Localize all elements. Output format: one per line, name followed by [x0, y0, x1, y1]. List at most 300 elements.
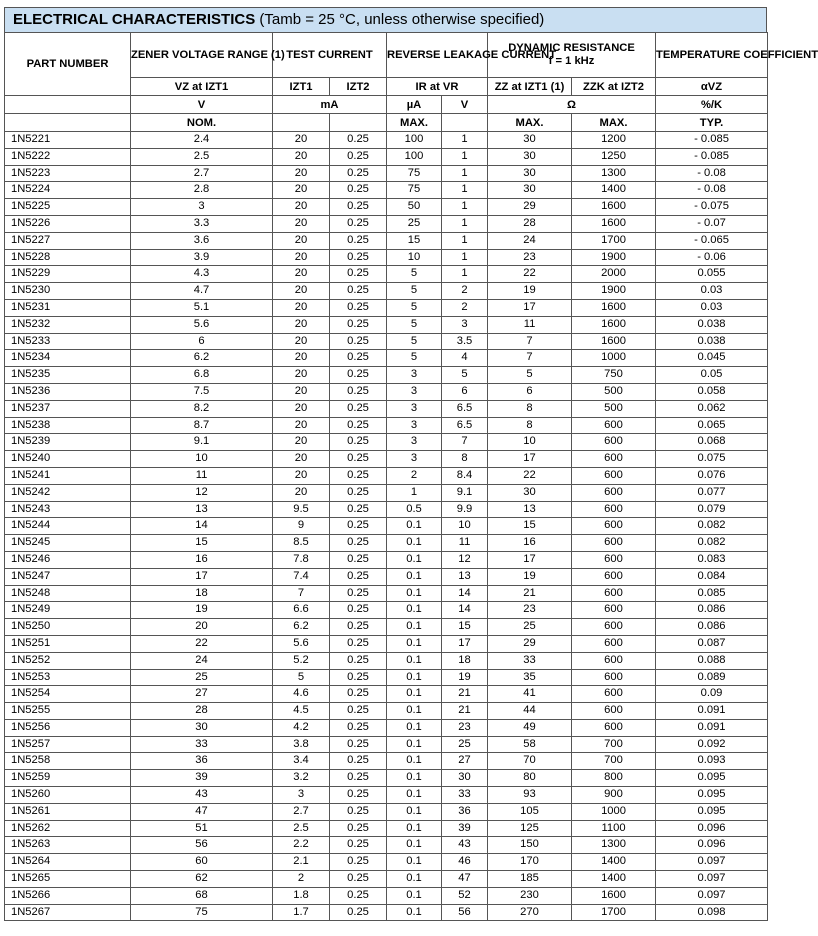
- cell-zz: 125: [488, 820, 572, 837]
- cell-ir: 75: [387, 182, 442, 199]
- table-row: [5, 316, 768, 333]
- cell-zener-voltage: 14: [131, 518, 273, 535]
- cell-izt2: 0.25: [330, 232, 387, 249]
- cell-vr: 30: [442, 770, 488, 787]
- cell-part-number: 1N5222: [5, 148, 131, 165]
- cell-zz: 58: [488, 736, 572, 753]
- cell-part-number: 1N5233: [5, 333, 131, 350]
- cell-ir: 25: [387, 215, 442, 232]
- cell-izt2: 0.25: [330, 837, 387, 854]
- cell-izt1: 20: [273, 148, 330, 165]
- cell-ir: 3: [387, 400, 442, 417]
- cell-zzk: 1100: [572, 820, 656, 837]
- cell-izt2: 0.25: [330, 854, 387, 871]
- cell-part-number: 1N5234: [5, 350, 131, 367]
- cell-temp-coeff: 0.068: [656, 434, 768, 451]
- cell-izt1: 2.7: [273, 803, 330, 820]
- cell-zzk: 2000: [572, 266, 656, 283]
- cell-vr: 3.5: [442, 333, 488, 350]
- cell-ir: 100: [387, 132, 442, 149]
- cell-zz: 33: [488, 652, 572, 669]
- table-row: [5, 669, 768, 686]
- electrical-characteristics-table-block: [4, 7, 818, 921]
- cell-izt1: 2.5: [273, 820, 330, 837]
- cell-ir: 100: [387, 148, 442, 165]
- cell-zz: 19: [488, 283, 572, 300]
- cell-part-number: 1N5260: [5, 787, 131, 804]
- cell-zz: 8: [488, 400, 572, 417]
- cell-vr: 33: [442, 787, 488, 804]
- cell-izt1: 7.8: [273, 551, 330, 568]
- cell-zz: 44: [488, 703, 572, 720]
- cell-izt1: 1.8: [273, 887, 330, 904]
- cell-zz: 5: [488, 367, 572, 384]
- cell-part-number: 1N5228: [5, 249, 131, 266]
- table-row: [5, 434, 768, 451]
- cell-izt2: 0.25: [330, 904, 387, 921]
- cell-temp-coeff: 0.097: [656, 871, 768, 888]
- cell-zener-voltage: 2.7: [131, 165, 273, 182]
- cell-vr: 19: [442, 669, 488, 686]
- cell-temp-coeff: 0.076: [656, 467, 768, 484]
- cell-vr: 1: [442, 215, 488, 232]
- cell-izt1: 5.6: [273, 635, 330, 652]
- cell-zzk: 1600: [572, 316, 656, 333]
- cell-izt1: 20: [273, 451, 330, 468]
- cell-vr: 14: [442, 585, 488, 602]
- header-zzk-at-izt2: ZZK at IZT2: [572, 78, 656, 96]
- header-blank: [5, 96, 131, 114]
- cell-vr: 1: [442, 148, 488, 165]
- table-row: [5, 837, 768, 854]
- cell-part-number: 1N5246: [5, 551, 131, 568]
- cell-part-number: 1N5226: [5, 215, 131, 232]
- table-row: [5, 165, 768, 182]
- cell-zzk: 1200: [572, 132, 656, 149]
- cell-temp-coeff: - 0.065: [656, 232, 768, 249]
- cell-zener-voltage: 36: [131, 753, 273, 770]
- cell-ir: 3: [387, 383, 442, 400]
- cell-zzk: 1000: [572, 803, 656, 820]
- cell-part-number: 1N5245: [5, 535, 131, 552]
- cell-zener-voltage: 19: [131, 602, 273, 619]
- cell-izt2: 0.25: [330, 551, 387, 568]
- cell-zener-voltage: 43: [131, 787, 273, 804]
- cell-ir: 5: [387, 316, 442, 333]
- cell-zz: 21: [488, 585, 572, 602]
- cell-ir: 5: [387, 299, 442, 316]
- cell-zzk: 1400: [572, 871, 656, 888]
- cell-zzk: 1300: [572, 837, 656, 854]
- cell-part-number: 1N5251: [5, 635, 131, 652]
- cell-temp-coeff: 0.098: [656, 904, 768, 921]
- table-row: [5, 215, 768, 232]
- cell-zzk: 600: [572, 652, 656, 669]
- cell-izt1: 3: [273, 787, 330, 804]
- cell-vr: 17: [442, 635, 488, 652]
- cell-izt1: 20: [273, 383, 330, 400]
- cell-temp-coeff: 0.083: [656, 551, 768, 568]
- cell-izt1: 20: [273, 333, 330, 350]
- cell-vr: 2: [442, 283, 488, 300]
- cell-ir: 0.5: [387, 501, 442, 518]
- cell-izt2: 0.25: [330, 585, 387, 602]
- cell-temp-coeff: - 0.06: [656, 249, 768, 266]
- cell-izt2: 0.25: [330, 568, 387, 585]
- unit-milliamp: mA: [273, 96, 387, 114]
- cell-vr: 36: [442, 803, 488, 820]
- table-row: [5, 400, 768, 417]
- cell-izt2: 0.25: [330, 787, 387, 804]
- table-row: [5, 535, 768, 552]
- header-zener-voltage: ZENER VOLTAGE RANGE (1): [131, 33, 273, 78]
- table-row: [5, 703, 768, 720]
- cell-zener-voltage: 47: [131, 803, 273, 820]
- table-body: [5, 132, 768, 921]
- cell-zzk: 600: [572, 451, 656, 468]
- cell-zzk: 600: [572, 686, 656, 703]
- cell-part-number: 1N5254: [5, 686, 131, 703]
- cell-part-number: 1N5252: [5, 652, 131, 669]
- cell-vr: 47: [442, 871, 488, 888]
- cell-zzk: 1000: [572, 350, 656, 367]
- cell-zzk: 1600: [572, 333, 656, 350]
- table-row: [5, 803, 768, 820]
- unit-voltage-reverse: V: [442, 96, 488, 114]
- cell-zzk: 1700: [572, 232, 656, 249]
- cell-zener-voltage: 2.5: [131, 148, 273, 165]
- cell-vr: 15: [442, 619, 488, 636]
- cell-zz: 10: [488, 434, 572, 451]
- cell-ir: 0.1: [387, 770, 442, 787]
- cell-zzk: 1900: [572, 283, 656, 300]
- cell-zzk: 700: [572, 753, 656, 770]
- cell-izt2: 0.25: [330, 299, 387, 316]
- cell-temp-coeff: 0.058: [656, 383, 768, 400]
- cell-temp-coeff: 0.082: [656, 518, 768, 535]
- table-row: [5, 417, 768, 434]
- cell-vr: 2: [442, 299, 488, 316]
- cell-vr: 3: [442, 316, 488, 333]
- cell-izt2: 0.25: [330, 619, 387, 636]
- cell-zener-voltage: 12: [131, 484, 273, 501]
- cell-ir: 75: [387, 165, 442, 182]
- cell-temp-coeff: 0.086: [656, 619, 768, 636]
- header-reverse-leakage: REVERSE LEAKAGE CURRENT: [387, 33, 488, 78]
- cell-temp-coeff: 0.089: [656, 669, 768, 686]
- cell-ir: 0.1: [387, 669, 442, 686]
- cell-zener-voltage: 6.2: [131, 350, 273, 367]
- cell-vr: 9.1: [442, 484, 488, 501]
- cell-zz: 29: [488, 199, 572, 216]
- cell-izt2: 0.25: [330, 132, 387, 149]
- cell-zz: 170: [488, 854, 572, 871]
- cell-izt2: 0.25: [330, 602, 387, 619]
- cell-vr: 21: [442, 686, 488, 703]
- characteristics-table: [4, 32, 818, 921]
- cell-izt1: 20: [273, 232, 330, 249]
- cell-vr: 1: [442, 232, 488, 249]
- header-blank: [442, 114, 488, 132]
- unit-voltage: V: [131, 96, 273, 114]
- table-row: [5, 871, 768, 888]
- cell-zzk: 600: [572, 602, 656, 619]
- cell-izt2: 0.25: [330, 400, 387, 417]
- qualifier-max-leakage: MAX.: [387, 114, 442, 132]
- cell-zzk: 600: [572, 434, 656, 451]
- cell-temp-coeff: 0.082: [656, 535, 768, 552]
- header-dynamic-resistance-freq: f = 1 kHz: [548, 55, 595, 67]
- cell-ir: 0.1: [387, 854, 442, 871]
- table-row: [5, 770, 768, 787]
- table-row: [5, 518, 768, 535]
- cell-izt2: 0.25: [330, 316, 387, 333]
- cell-izt1: 2: [273, 871, 330, 888]
- cell-zz: 23: [488, 249, 572, 266]
- cell-zener-voltage: 13: [131, 501, 273, 518]
- cell-zener-voltage: 2.8: [131, 182, 273, 199]
- unit-ohm: Ω: [488, 96, 656, 114]
- table-row: [5, 753, 768, 770]
- cell-zz: 80: [488, 770, 572, 787]
- table-row: [5, 283, 768, 300]
- cell-zzk: 1600: [572, 887, 656, 904]
- cell-zzk: 600: [572, 669, 656, 686]
- cell-zzk: 1600: [572, 215, 656, 232]
- cell-izt2: 0.25: [330, 686, 387, 703]
- cell-zzk: 600: [572, 501, 656, 518]
- table-row: [5, 148, 768, 165]
- cell-izt1: 20: [273, 417, 330, 434]
- cell-zener-voltage: 60: [131, 854, 273, 871]
- table-row: [5, 484, 768, 501]
- cell-zzk: 600: [572, 467, 656, 484]
- cell-zener-voltage: 8.2: [131, 400, 273, 417]
- cell-temp-coeff: 0.079: [656, 501, 768, 518]
- table-row: [5, 602, 768, 619]
- cell-vr: 39: [442, 820, 488, 837]
- cell-izt1: 7: [273, 585, 330, 602]
- cell-izt2: 0.25: [330, 770, 387, 787]
- cell-zener-voltage: 3: [131, 199, 273, 216]
- cell-ir: 0.1: [387, 619, 442, 636]
- cell-vr: 5: [442, 367, 488, 384]
- cell-zz: 6: [488, 383, 572, 400]
- cell-zzk: 1400: [572, 182, 656, 199]
- cell-ir: 0.1: [387, 686, 442, 703]
- cell-izt2: 0.25: [330, 635, 387, 652]
- cell-izt1: 4.6: [273, 686, 330, 703]
- cell-ir: 0.1: [387, 703, 442, 720]
- cell-zz: 7: [488, 350, 572, 367]
- qualifier-max-zzk: MAX.: [572, 114, 656, 132]
- table-row: [5, 299, 768, 316]
- table-row: [5, 854, 768, 871]
- cell-ir: 5: [387, 333, 442, 350]
- qualifier-nom: NOM.: [131, 114, 273, 132]
- cell-vr: 8: [442, 451, 488, 468]
- cell-temp-coeff: - 0.085: [656, 148, 768, 165]
- cell-izt1: 20: [273, 367, 330, 384]
- cell-vr: 8.4: [442, 467, 488, 484]
- cell-part-number: 1N5247: [5, 568, 131, 585]
- table-row: [5, 820, 768, 837]
- qualifier-max-zz: MAX.: [488, 114, 572, 132]
- cell-izt2: 0.25: [330, 535, 387, 552]
- cell-izt2: 0.25: [330, 383, 387, 400]
- cell-ir: 5: [387, 266, 442, 283]
- cell-izt2: 0.25: [330, 736, 387, 753]
- cell-zz: 270: [488, 904, 572, 921]
- cell-zener-voltage: 4.7: [131, 283, 273, 300]
- cell-vr: 7: [442, 434, 488, 451]
- cell-zzk: 1700: [572, 904, 656, 921]
- cell-zzk: 600: [572, 619, 656, 636]
- cell-izt2: 0.25: [330, 266, 387, 283]
- cell-izt2: 0.25: [330, 451, 387, 468]
- cell-zzk: 600: [572, 551, 656, 568]
- cell-part-number: 1N5237: [5, 400, 131, 417]
- cell-izt2: 0.25: [330, 518, 387, 535]
- cell-izt1: 20: [273, 400, 330, 417]
- cell-izt2: 0.25: [330, 215, 387, 232]
- cell-temp-coeff: 0.038: [656, 333, 768, 350]
- cell-temp-coeff: - 0.085: [656, 132, 768, 149]
- cell-zzk: 600: [572, 703, 656, 720]
- cell-izt2: 0.25: [330, 703, 387, 720]
- cell-izt1: 4.5: [273, 703, 330, 720]
- cell-temp-coeff: - 0.075: [656, 199, 768, 216]
- cell-zz: 30: [488, 132, 572, 149]
- cell-zz: 17: [488, 299, 572, 316]
- cell-izt2: 0.25: [330, 753, 387, 770]
- cell-temp-coeff: 0.09: [656, 686, 768, 703]
- cell-zz: 24: [488, 232, 572, 249]
- cell-izt1: 6.2: [273, 619, 330, 636]
- cell-izt2: 0.25: [330, 283, 387, 300]
- cell-izt1: 20: [273, 283, 330, 300]
- cell-izt1: 20: [273, 165, 330, 182]
- cell-izt1: 20: [273, 467, 330, 484]
- header-part-number: PART NUMBER: [5, 33, 131, 96]
- cell-part-number: 1N5223: [5, 165, 131, 182]
- cell-vr: 46: [442, 854, 488, 871]
- cell-zener-voltage: 20: [131, 619, 273, 636]
- header-izt2: IZT2: [330, 78, 387, 96]
- cell-ir: 1: [387, 484, 442, 501]
- cell-vr: 14: [442, 602, 488, 619]
- cell-ir: 15: [387, 232, 442, 249]
- cell-temp-coeff: - 0.07: [656, 215, 768, 232]
- cell-vr: 6.5: [442, 417, 488, 434]
- cell-zener-voltage: 51: [131, 820, 273, 837]
- cell-izt2: 0.25: [330, 148, 387, 165]
- cell-vr: 56: [442, 904, 488, 921]
- cell-zener-voltage: 68: [131, 887, 273, 904]
- cell-zzk: 600: [572, 484, 656, 501]
- cell-part-number: 1N5239: [5, 434, 131, 451]
- cell-zener-voltage: 25: [131, 669, 273, 686]
- table-row: [5, 635, 768, 652]
- cell-zzk: 800: [572, 770, 656, 787]
- cell-vr: 6: [442, 383, 488, 400]
- cell-izt2: 0.25: [330, 249, 387, 266]
- table-row: [5, 451, 768, 468]
- table-row: [5, 719, 768, 736]
- cell-vr: 23: [442, 719, 488, 736]
- cell-ir: 0.1: [387, 871, 442, 888]
- cell-part-number: 1N5264: [5, 854, 131, 871]
- cell-zzk: 600: [572, 518, 656, 535]
- cell-izt1: 20: [273, 132, 330, 149]
- cell-izt1: 20: [273, 316, 330, 333]
- cell-izt1: 9.5: [273, 501, 330, 518]
- cell-ir: 2: [387, 467, 442, 484]
- cell-zz: 8: [488, 417, 572, 434]
- cell-temp-coeff: 0.091: [656, 719, 768, 736]
- cell-zz: 23: [488, 602, 572, 619]
- cell-zz: 93: [488, 787, 572, 804]
- header-temp-coefficient: TEMPERATURE COEFFICIENT: [656, 33, 768, 78]
- cell-izt2: 0.25: [330, 165, 387, 182]
- cell-izt1: 20: [273, 299, 330, 316]
- cell-zener-voltage: 75: [131, 904, 273, 921]
- table-title-main: ELECTRICAL CHARACTERISTICS: [13, 11, 256, 28]
- cell-zz: 30: [488, 148, 572, 165]
- cell-temp-coeff: 0.085: [656, 585, 768, 602]
- cell-izt2: 0.25: [330, 350, 387, 367]
- cell-zener-voltage: 10: [131, 451, 273, 468]
- cell-izt1: 3.8: [273, 736, 330, 753]
- cell-izt1: 7.4: [273, 568, 330, 585]
- cell-izt2: 0.25: [330, 182, 387, 199]
- cell-ir: 10: [387, 249, 442, 266]
- cell-izt2: 0.25: [330, 367, 387, 384]
- cell-temp-coeff: 0.062: [656, 400, 768, 417]
- cell-part-number: 1N5221: [5, 132, 131, 149]
- table-row: [5, 501, 768, 518]
- cell-vr: 1: [442, 132, 488, 149]
- cell-part-number: 1N5261: [5, 803, 131, 820]
- table-title: [4, 7, 767, 32]
- cell-izt2: 0.25: [330, 333, 387, 350]
- cell-zz: 17: [488, 451, 572, 468]
- cell-vr: 27: [442, 753, 488, 770]
- cell-zener-voltage: 33: [131, 736, 273, 753]
- table-row: [5, 551, 768, 568]
- cell-zener-voltage: 9.1: [131, 434, 273, 451]
- cell-part-number: 1N5235: [5, 367, 131, 384]
- cell-izt2: 0.25: [330, 652, 387, 669]
- cell-zzk: 700: [572, 736, 656, 753]
- cell-part-number: 1N5266: [5, 887, 131, 904]
- cell-ir: 3: [387, 434, 442, 451]
- cell-ir: 0.1: [387, 736, 442, 753]
- cell-temp-coeff: 0.092: [656, 736, 768, 753]
- cell-izt2: 0.25: [330, 719, 387, 736]
- cell-ir: 0.1: [387, 887, 442, 904]
- cell-zz: 230: [488, 887, 572, 904]
- unit-percent-per-kelvin: %/K: [656, 96, 768, 114]
- cell-izt1: 20: [273, 199, 330, 216]
- cell-temp-coeff: 0.097: [656, 854, 768, 871]
- cell-izt2: 0.25: [330, 434, 387, 451]
- cell-part-number: 1N5242: [5, 484, 131, 501]
- header-izt1: IZT1: [273, 78, 330, 96]
- cell-zener-voltage: 56: [131, 837, 273, 854]
- header-blank: [5, 114, 131, 132]
- cell-zzk: 1900: [572, 249, 656, 266]
